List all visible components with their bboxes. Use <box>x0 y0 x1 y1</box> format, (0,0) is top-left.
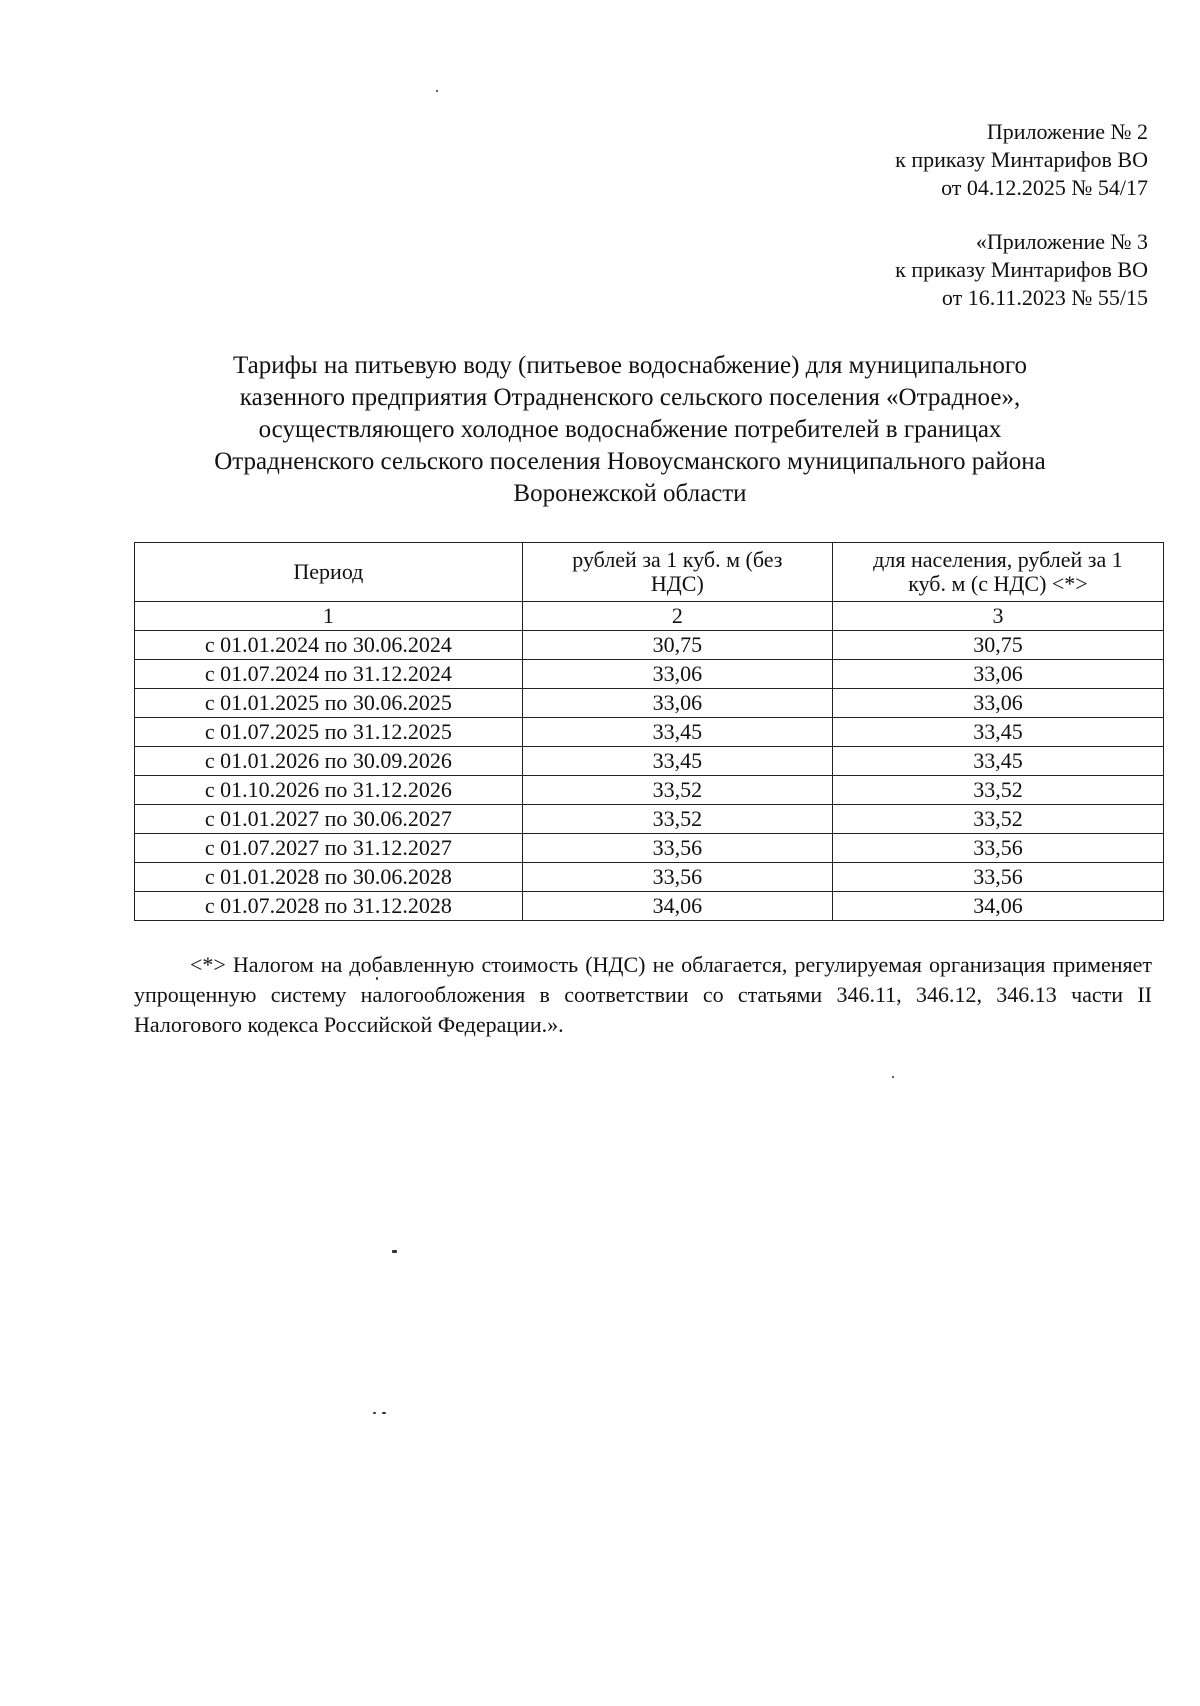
table-header-row <box>135 543 1164 602</box>
footnote: <*> Налогом на добавленную стоимость (НДС) не облагается, регулируемая организация применяет упрощенную систему налогообложения в соответствии со статьями 346.11, 346.12, 346.13 части II Налогового кодекса Российской Федерации.». <box>134 952 1152 1037</box>
scan-speck <box>892 1076 894 1078</box>
price-cell: 30,75 <box>522 631 832 660</box>
table-row <box>135 805 1164 834</box>
header-price-no-vat <box>522 543 832 602</box>
price-cell: 33,56 <box>522 834 832 863</box>
price-cell: 33,06 <box>522 660 832 689</box>
document-title <box>130 350 1130 510</box>
table-row <box>135 834 1164 863</box>
column-number-row <box>135 602 1164 631</box>
period-cell: с 01.01.2026 по 30.09.2026 <box>135 747 523 776</box>
table-row <box>135 718 1164 747</box>
table-row <box>135 747 1164 776</box>
price-cell: 33,52 <box>522 776 832 805</box>
period-cell: с 01.01.2025 по 30.06.2025 <box>135 689 523 718</box>
period-cell: с 01.07.2025 по 31.12.2025 <box>135 718 523 747</box>
title-line-4: Отрадненского сельского поселения Новоусманского муниципального района <box>214 448 1046 475</box>
scan-speck <box>376 977 378 980</box>
price-cell: 33,56 <box>522 863 832 892</box>
price-cell: 33,45 <box>522 747 832 776</box>
table-body <box>135 602 1164 921</box>
price-population-cell: 34,06 <box>832 892 1163 921</box>
header-price-population-line-2: куб. м (с НДС) <*> <box>908 571 1088 596</box>
price-population-cell: 33,56 <box>832 834 1163 863</box>
price-population-cell: 33,06 <box>832 660 1163 689</box>
appendix-header-current <box>895 118 1148 202</box>
period-cell: с 01.01.2028 по 30.06.2028 <box>135 863 523 892</box>
table-row <box>135 776 1164 805</box>
price-population-cell: 33,45 <box>832 718 1163 747</box>
scan-speck <box>392 1250 397 1253</box>
column-number: 1 <box>135 602 523 631</box>
price-cell: 33,52 <box>522 805 832 834</box>
period-cell: с 01.07.2027 по 31.12.2027 <box>135 834 523 863</box>
price-population-cell: 33,52 <box>832 776 1163 805</box>
table-row <box>135 689 1164 718</box>
appendix-original-line-1: «Приложение № 3 <box>975 229 1148 254</box>
period-cell: с 01.01.2024 по 30.06.2024 <box>135 631 523 660</box>
scan-speck <box>373 1412 376 1414</box>
appendix-original-line-2: к приказу Минтарифов ВО <box>895 257 1148 282</box>
header-price-no-vat-line-1: рублей за 1 куб. м (без <box>572 547 783 572</box>
column-number: 2 <box>522 602 832 631</box>
period-cell: с 01.01.2027 по 30.06.2027 <box>135 805 523 834</box>
table-row <box>135 863 1164 892</box>
scan-speck <box>382 1412 386 1414</box>
appendix-current-line-1: Приложение № 2 <box>986 119 1148 144</box>
price-cell: 33,45 <box>522 718 832 747</box>
header-price-population-line-1: для населения, рублей за 1 <box>873 547 1123 572</box>
scan-speck <box>436 90 438 92</box>
appendix-original-line-3: от 16.11.2023 № 55/15 <box>941 285 1148 310</box>
column-number: 3 <box>832 602 1163 631</box>
price-population-cell: 30,75 <box>832 631 1163 660</box>
table-row <box>135 631 1164 660</box>
price-cell: 33,06 <box>522 689 832 718</box>
table-row <box>135 660 1164 689</box>
title-line-3: осуществляющего холодное водоснабжение потребителей в границах <box>258 416 1002 443</box>
appendix-header-original <box>895 228 1148 312</box>
title-line-2: казенного предприятия Отрадненского сельского поселения «Отрадное», <box>239 384 1021 411</box>
price-population-cell: 33,52 <box>832 805 1163 834</box>
price-population-cell: 33,56 <box>832 863 1163 892</box>
header-price-no-vat-line-2: НДС) <box>650 571 704 596</box>
price-population-cell: 33,06 <box>832 689 1163 718</box>
title-line-5: Воронежской области <box>513 480 747 507</box>
period-cell: с 01.10.2026 по 31.12.2026 <box>135 776 523 805</box>
appendix-current-line-2: к приказу Минтарифов ВО <box>895 147 1148 172</box>
table-row <box>135 892 1164 921</box>
appendix-current-line-3: от 04.12.2025 № 54/17 <box>941 175 1148 200</box>
header-price-population <box>832 543 1163 602</box>
period-cell: с 01.07.2028 по 31.12.2028 <box>135 892 523 921</box>
period-cell: с 01.07.2024 по 31.12.2024 <box>135 660 523 689</box>
price-population-cell: 33,45 <box>832 747 1163 776</box>
tariff-table <box>134 542 1164 921</box>
price-cell: 34,06 <box>522 892 832 921</box>
title-line-1: Тарифы на питьевую воду (питьевое водоснабжение) для муниципального <box>232 352 1028 379</box>
header-period: Период <box>135 543 523 602</box>
